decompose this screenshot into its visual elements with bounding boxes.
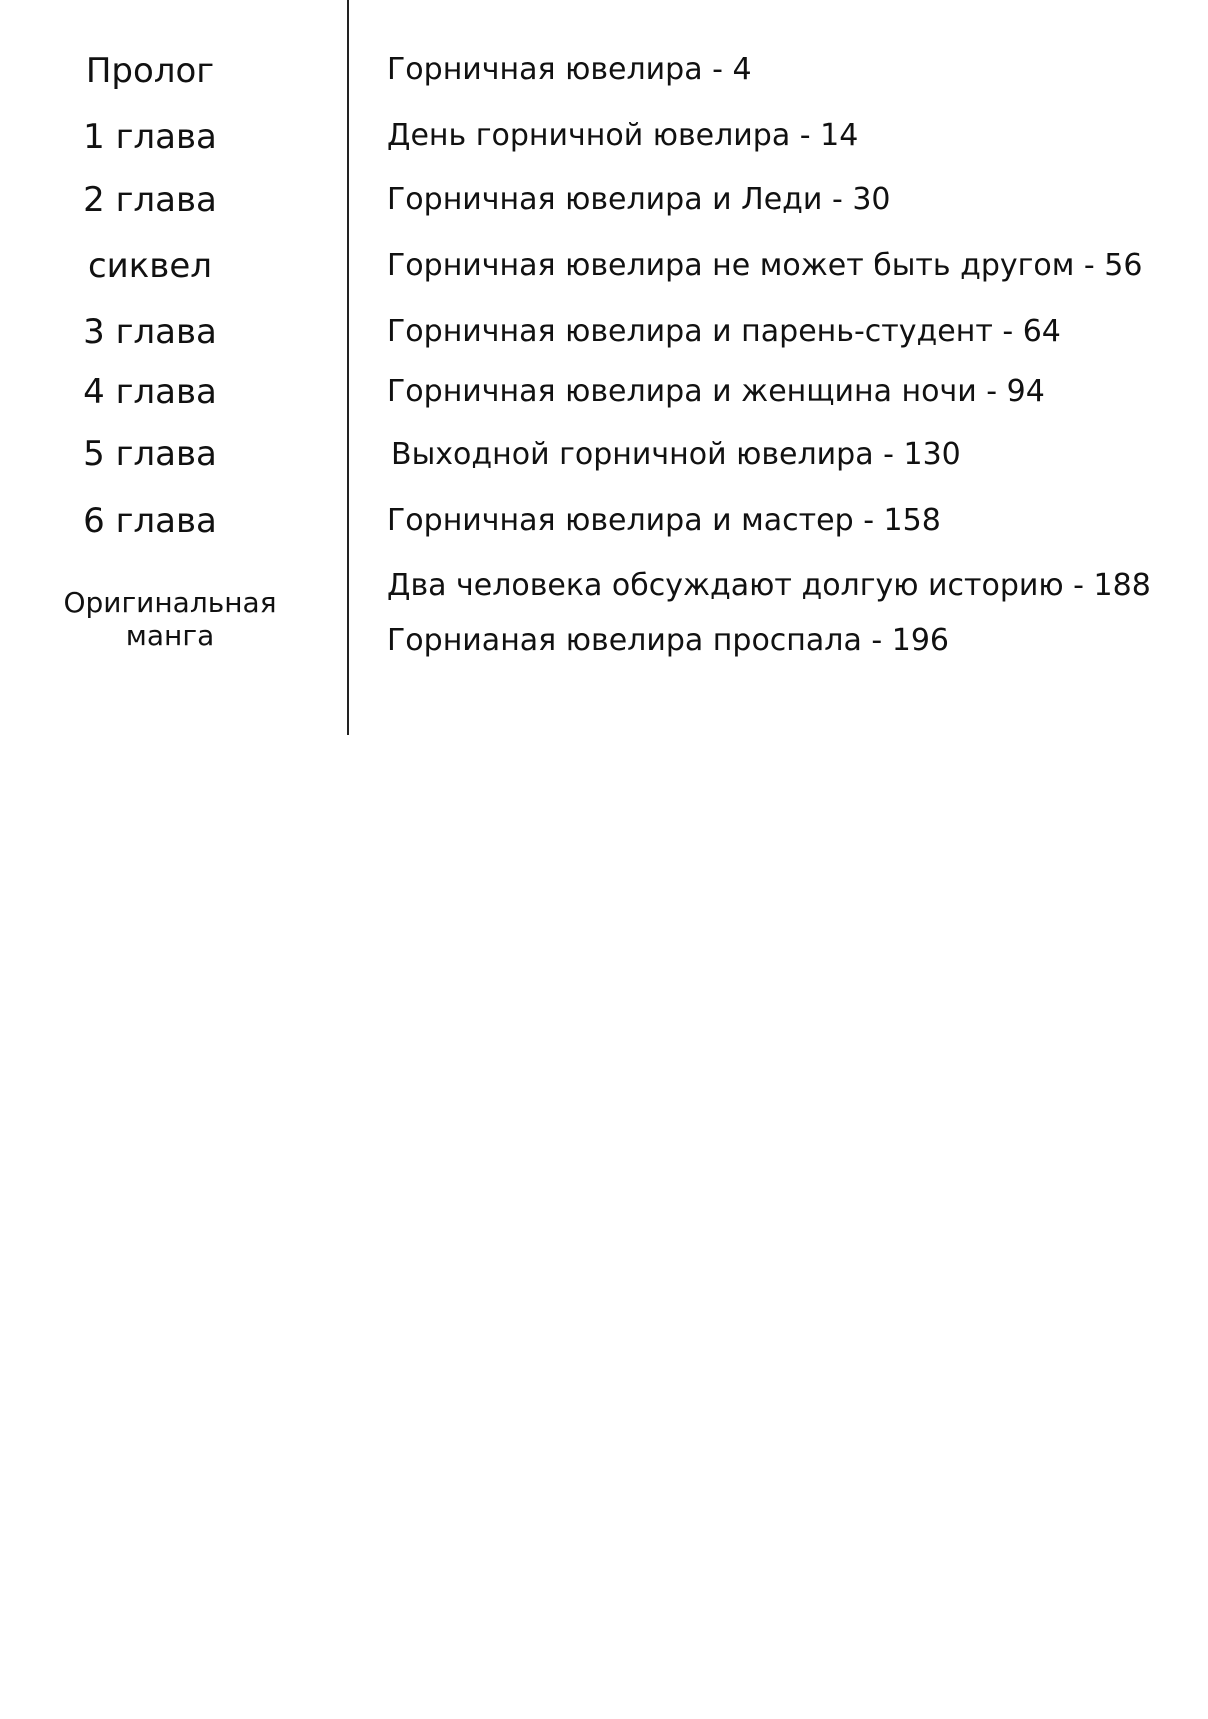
toc-entry: Два человека обсуждают долгую историю - 188 bbox=[387, 568, 1151, 603]
toc-label-sequel: сиквел bbox=[87, 246, 212, 286]
toc-entry: Выходной горничной ювелира - 130 bbox=[391, 437, 961, 472]
toc-label-chapter-3: 3 глава bbox=[83, 312, 217, 352]
toc-label-chapter-1: 1 глава bbox=[83, 117, 217, 157]
toc-label-original-line2: манга bbox=[125, 619, 215, 652]
toc-entry: Горничная ювелира не может быть другом - 56 bbox=[387, 248, 1143, 283]
toc-label-prologue: Пролог bbox=[85, 51, 215, 91]
toc-entry: Горничная ювелира и женщина ночи - 94 bbox=[387, 374, 1045, 409]
toc-label-chapter-6: 6 глава bbox=[83, 501, 217, 541]
toc-entry: Горничная ювелира и мастер - 158 bbox=[387, 503, 941, 538]
toc-label-original-manga bbox=[20, 586, 320, 652]
toc-entry: Горничная ювелира - 4 bbox=[387, 52, 752, 87]
toc-entry: Горнианая ювелира проспала - 196 bbox=[387, 623, 950, 658]
toc-label-original-line1: Оригинальная bbox=[63, 586, 277, 619]
toc-entry: День горничной ювелира - 14 bbox=[387, 118, 859, 153]
toc-label-chapter-2: 2 глава bbox=[83, 180, 217, 220]
toc-entry: Горничная ювелира и парень-студент - 64 bbox=[387, 314, 1061, 349]
toc-entry: Горничная ювелира и Леди - 30 bbox=[387, 182, 891, 217]
toc-label-chapter-4: 4 глава bbox=[83, 372, 217, 412]
toc-label-chapter-5: 5 глава bbox=[83, 434, 217, 474]
column-divider bbox=[347, 0, 349, 735]
